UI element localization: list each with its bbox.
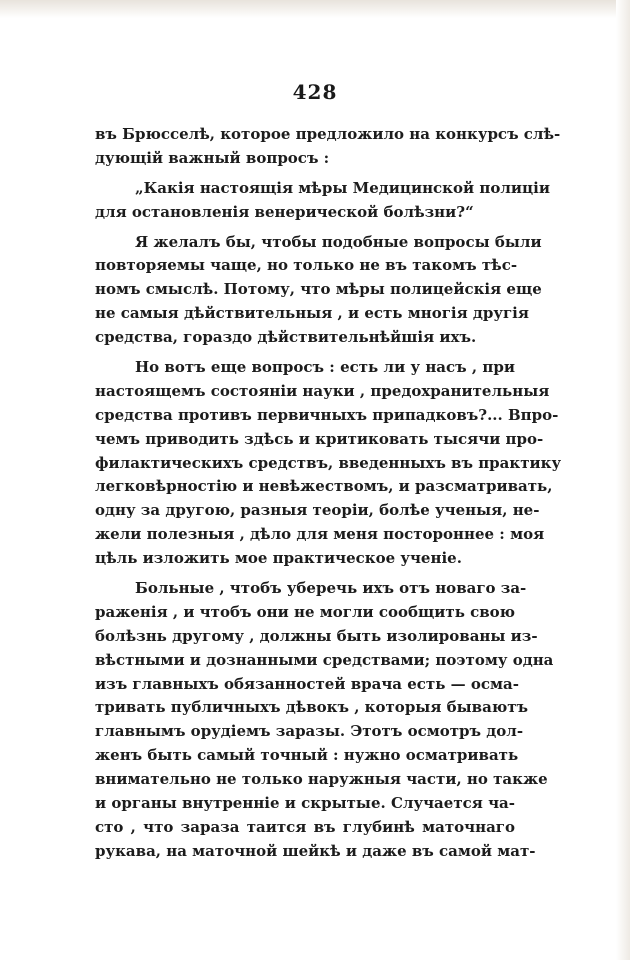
text-line: Больные , чтобъ уберечь ихъ отъ новаго за- xyxy=(135,579,527,598)
text-line: въ Брюсселѣ, которое предложило на конкурсъ слѣ- xyxy=(95,125,561,143)
text-line: дующій важный вопросъ : xyxy=(95,148,330,167)
text-line: болѣзнь другому , должны быть изолированы из- xyxy=(95,626,538,645)
text-line: изъ главныхъ обязанностей врача есть — осма- xyxy=(95,674,519,693)
text-line: и органы внутренніе и скрытые. Случается ча- xyxy=(95,794,515,813)
paragraph-5 xyxy=(95,577,554,864)
text-line: женъ быть самый точный : нужно осматривать xyxy=(95,746,519,765)
text-line: для остановленія венерической болѣзни?“ xyxy=(95,202,474,221)
text-line: „Какія настоящія мѣры Медицинской полиціи xyxy=(135,178,550,197)
text-line: вѣстными и дознанными средствами; поэтому одна xyxy=(95,650,554,669)
paragraph-3 xyxy=(95,231,542,350)
text-line: сто , что зараза таится въ глубинѣ маточнаго xyxy=(95,817,515,836)
text-line: филактическихъ средствъ, введенныхъ въ практику xyxy=(95,453,562,472)
text-line: средства противъ первичныхъ припадковъ?... Впро- xyxy=(95,405,559,424)
text-line: чемъ приводить здѣсь и критиковать тысячи про- xyxy=(95,429,544,448)
page-body-text xyxy=(95,123,562,864)
text-line: Но вотъ еще вопросъ : есть ли у насъ , при xyxy=(135,358,515,377)
text-line: номъ смыслѣ. Потому, что мѣры полицейскія еще xyxy=(95,280,542,299)
page-number: 428 xyxy=(292,80,338,104)
paragraph-2-quote xyxy=(95,177,550,225)
text-line: Я желалъ бы, чтобы подобные вопросы были xyxy=(135,232,542,251)
text-line: средства, гораздо дѣйствительнѣйшія ихъ. xyxy=(95,328,477,347)
text-line: цѣль изложить мое практическое ученіе. xyxy=(95,549,462,568)
text-line: главнымъ орудіемъ заразы. Этотъ осмотръ дол- xyxy=(95,722,524,741)
text-line: настоящемъ состояніи науки , предохранительныя xyxy=(95,381,550,400)
text-line: повторяемы чаще, но только не въ такомъ тѣс- xyxy=(95,256,518,275)
text-line: не самыя дѣйствительныя , и есть многія другія xyxy=(95,304,529,323)
text-line: тривать публичныхъ дѣвокъ , которыя бываютъ xyxy=(95,698,529,717)
text-line: рукава, на маточной шейкѣ и даже въ самой мат- xyxy=(95,841,536,860)
paragraph-4 xyxy=(95,356,562,571)
text-line: одну за другою, разныя теоріи, болѣе ученыя, не- xyxy=(95,501,540,520)
text-line: раженія , и чтобъ они не могли сообщить свою xyxy=(95,602,516,621)
text-line: легковѣрностію и невѣжествомъ, и разсматривать, xyxy=(95,477,553,496)
text-line: внимательно не только наружныя части, но также xyxy=(95,770,548,789)
text-line: жели полезныя , дѣло для меня постороннее : моя xyxy=(95,525,545,544)
paragraph-1 xyxy=(95,123,561,171)
page-edge-shadow-right xyxy=(616,0,630,960)
page-edge-shadow xyxy=(0,0,630,18)
